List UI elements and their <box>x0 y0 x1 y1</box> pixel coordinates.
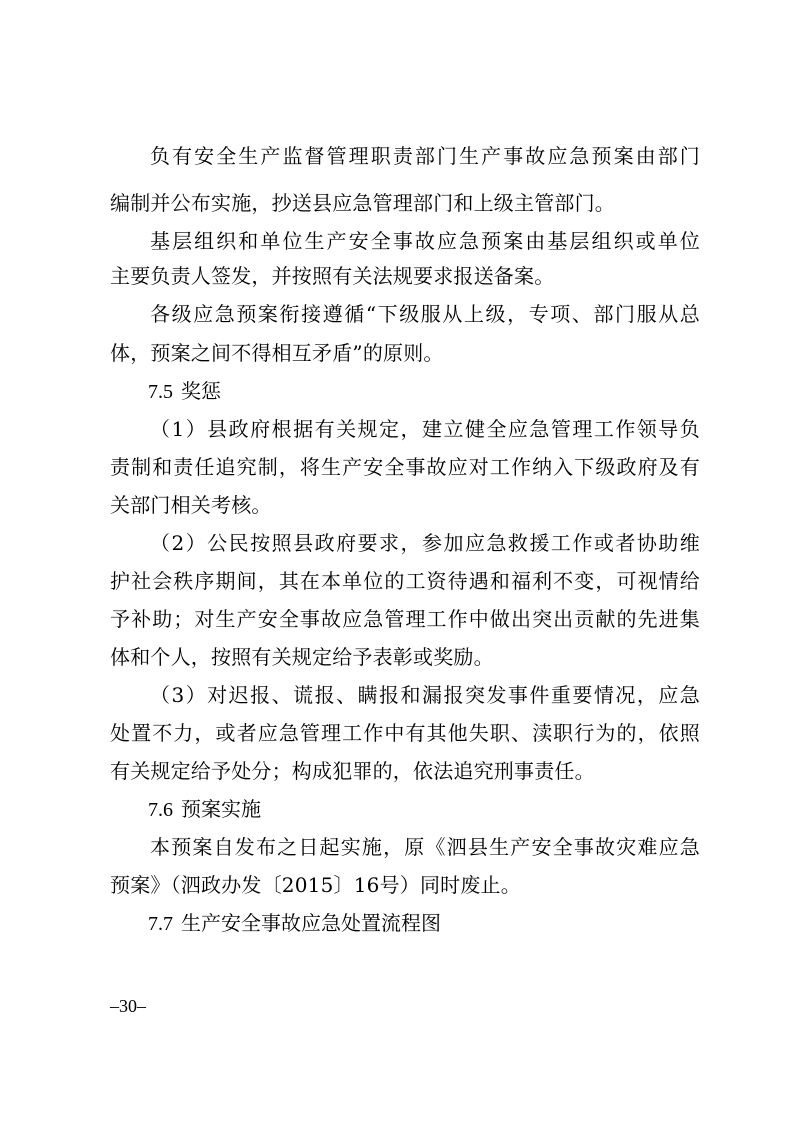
paragraph-line: 基层组织和单位生产安全事故应急预案由基层组织或单位 <box>150 229 700 253</box>
section-heading-7-6 <box>148 795 261 823</box>
page-number: –30– <box>110 996 146 1016</box>
section-number: 7.6 <box>148 799 173 821</box>
section-number: 7.7 <box>148 913 173 935</box>
section-heading-7-7 <box>148 909 441 937</box>
paragraph-line: 主要负责人签发，并按照有关法规要求报送备案。 <box>110 264 555 288</box>
paragraph-line: 预案》（泗政办发〔2015〕16号）同时废止。 <box>110 873 521 897</box>
paragraph-line: （1）县政府根据有关规定，建立健全应急管理工作领导负 <box>150 417 700 441</box>
paragraph-line: 处置不力，或者应急管理工作中有其他失职、渎职行为的，依照 <box>110 721 700 745</box>
section-title: 奖惩 <box>181 379 221 403</box>
paragraph-line: 予补助；对生产安全事故应急管理工作中做出突出贡献的先进集 <box>110 607 700 631</box>
paragraph-line: 体，预案之间不得相互矛盾”的原则。 <box>110 341 444 365</box>
paragraph-line: 体和个人，按照有关规定给予表彰或奖励。 <box>110 645 494 669</box>
paragraph-line: 各级应急预案衔接遵循“下级服从上级，专项、部门服从总 <box>150 302 700 326</box>
paragraph-line: （3）对迟报、谎报、瞒报和漏报突发事件重要情况，应急 <box>150 683 700 707</box>
paragraph-line: 护社会秩序期间，其在本单位的工资待遇和福利不变，可视情给 <box>110 569 700 593</box>
section-title: 生产安全事故应急处置流程图 <box>181 911 441 935</box>
paragraph-line: 关部门相关考核。 <box>110 493 272 517</box>
paragraph-line: 有关规定给予处分；构成犯罪的，依法追究刑事责任。 <box>110 759 595 783</box>
paragraph-line: 编制并公布实施，抄送县应急管理部门和上级主管部门。 <box>110 191 615 215</box>
paragraph-line: 负有安全生产监督管理职责部门生产事故应急预案由部门 <box>150 144 700 168</box>
section-number: 7.5 <box>148 381 173 403</box>
paragraph-line: 本预案自发布之日起实施，原《泗县生产安全事故灾难应急 <box>150 835 700 859</box>
paragraph-line: 责制和责任追究制，将生产安全事故应对工作纳入下级政府及有 <box>110 455 700 479</box>
section-heading-7-5 <box>148 377 221 405</box>
paragraph-line: （2）公民按照县政府要求，参加应急救援工作或者协助维 <box>150 531 700 555</box>
section-title: 预案实施 <box>181 797 261 821</box>
